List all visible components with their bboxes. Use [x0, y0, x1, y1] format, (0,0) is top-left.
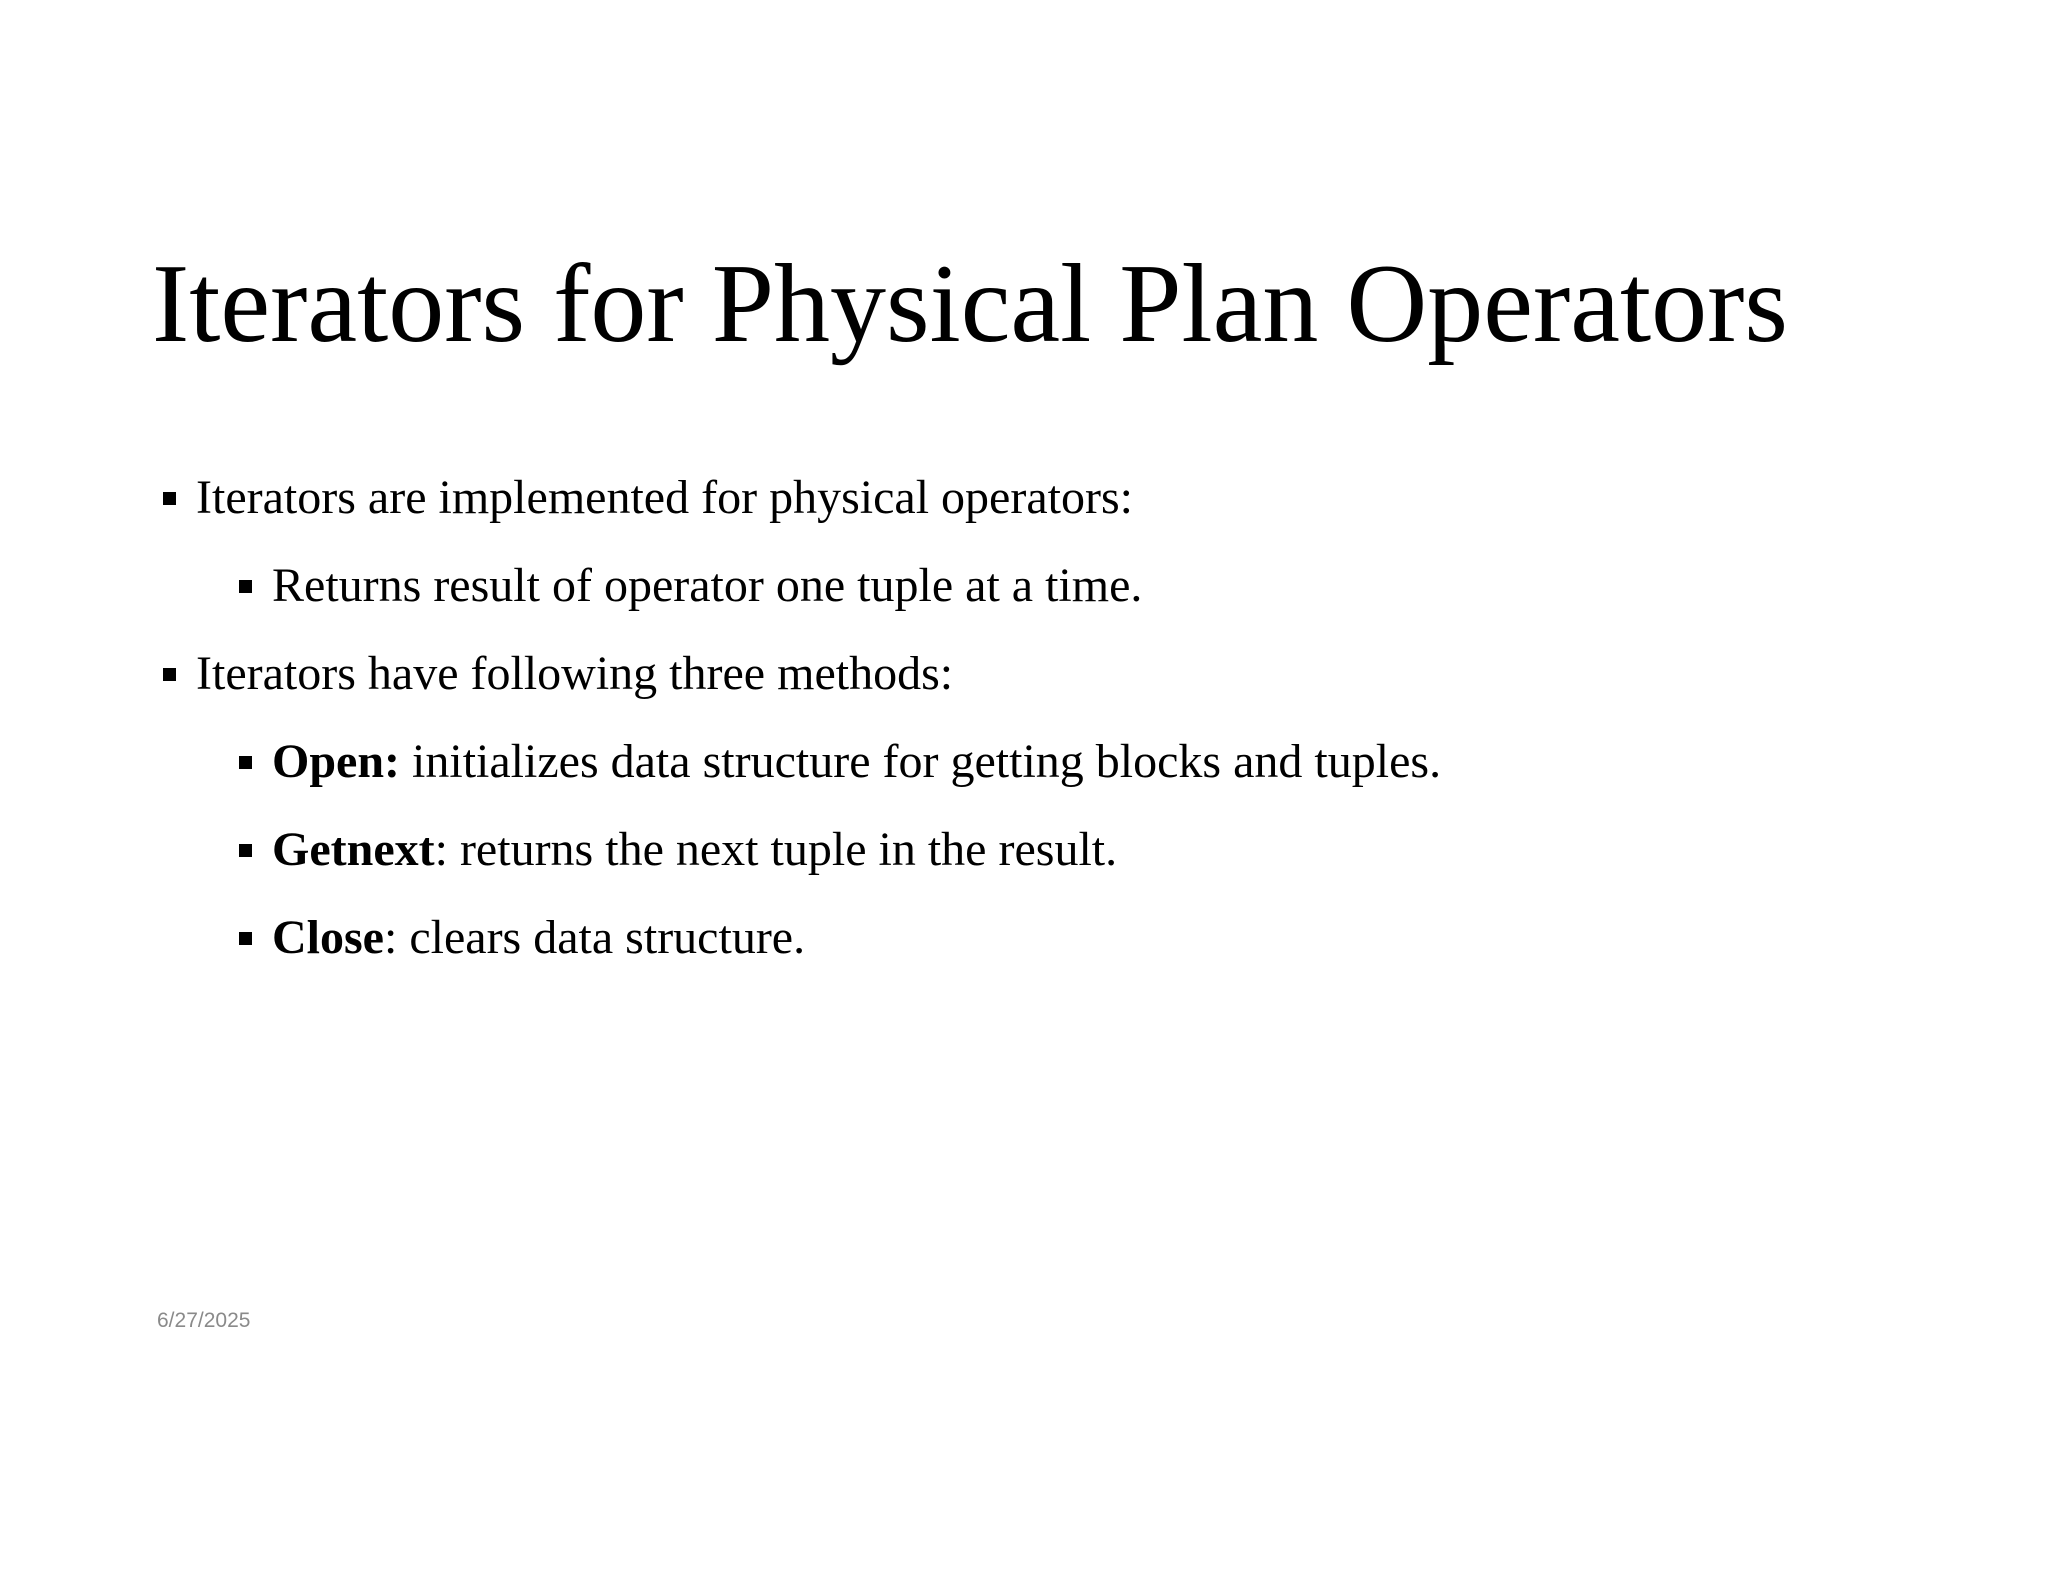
bullet-text: : returns the next tuple in the result. — [434, 823, 1118, 876]
bullet-item — [152, 470, 1441, 526]
bullet-item — [152, 646, 1441, 702]
sub-bullet-item-open — [152, 734, 1441, 790]
bullet-text: Returns result of operator one tuple at a time. — [272, 559, 1143, 612]
slide-date: 6/27/2025 — [157, 1309, 251, 1332]
sub-bullet-item-getnext — [152, 822, 1441, 878]
square-bullet-icon — [239, 844, 252, 857]
square-bullet-icon — [163, 492, 176, 505]
sub-bullet-item-close — [152, 910, 1441, 966]
slide-title: Iterators for Physical Plan Operators — [152, 242, 1788, 366]
bullet-text: : clears data structure. — [383, 911, 806, 964]
bullet-list — [152, 470, 1441, 998]
sub-bullet-item — [152, 558, 1441, 614]
method-name-close: Close — [272, 911, 384, 964]
square-bullet-icon — [163, 668, 176, 681]
bullet-text: Iterators have following three methods: — [196, 647, 954, 700]
square-bullet-icon — [239, 932, 252, 945]
bullet-text: Iterators are implemented for physical operators: — [196, 471, 1133, 524]
bullet-text: initializes data structure for getting blocks and tuples. — [400, 735, 1442, 788]
method-name-getnext: Getnext — [272, 823, 435, 876]
method-name-open: Open: — [272, 735, 401, 788]
square-bullet-icon — [239, 580, 252, 593]
square-bullet-icon — [239, 756, 252, 769]
